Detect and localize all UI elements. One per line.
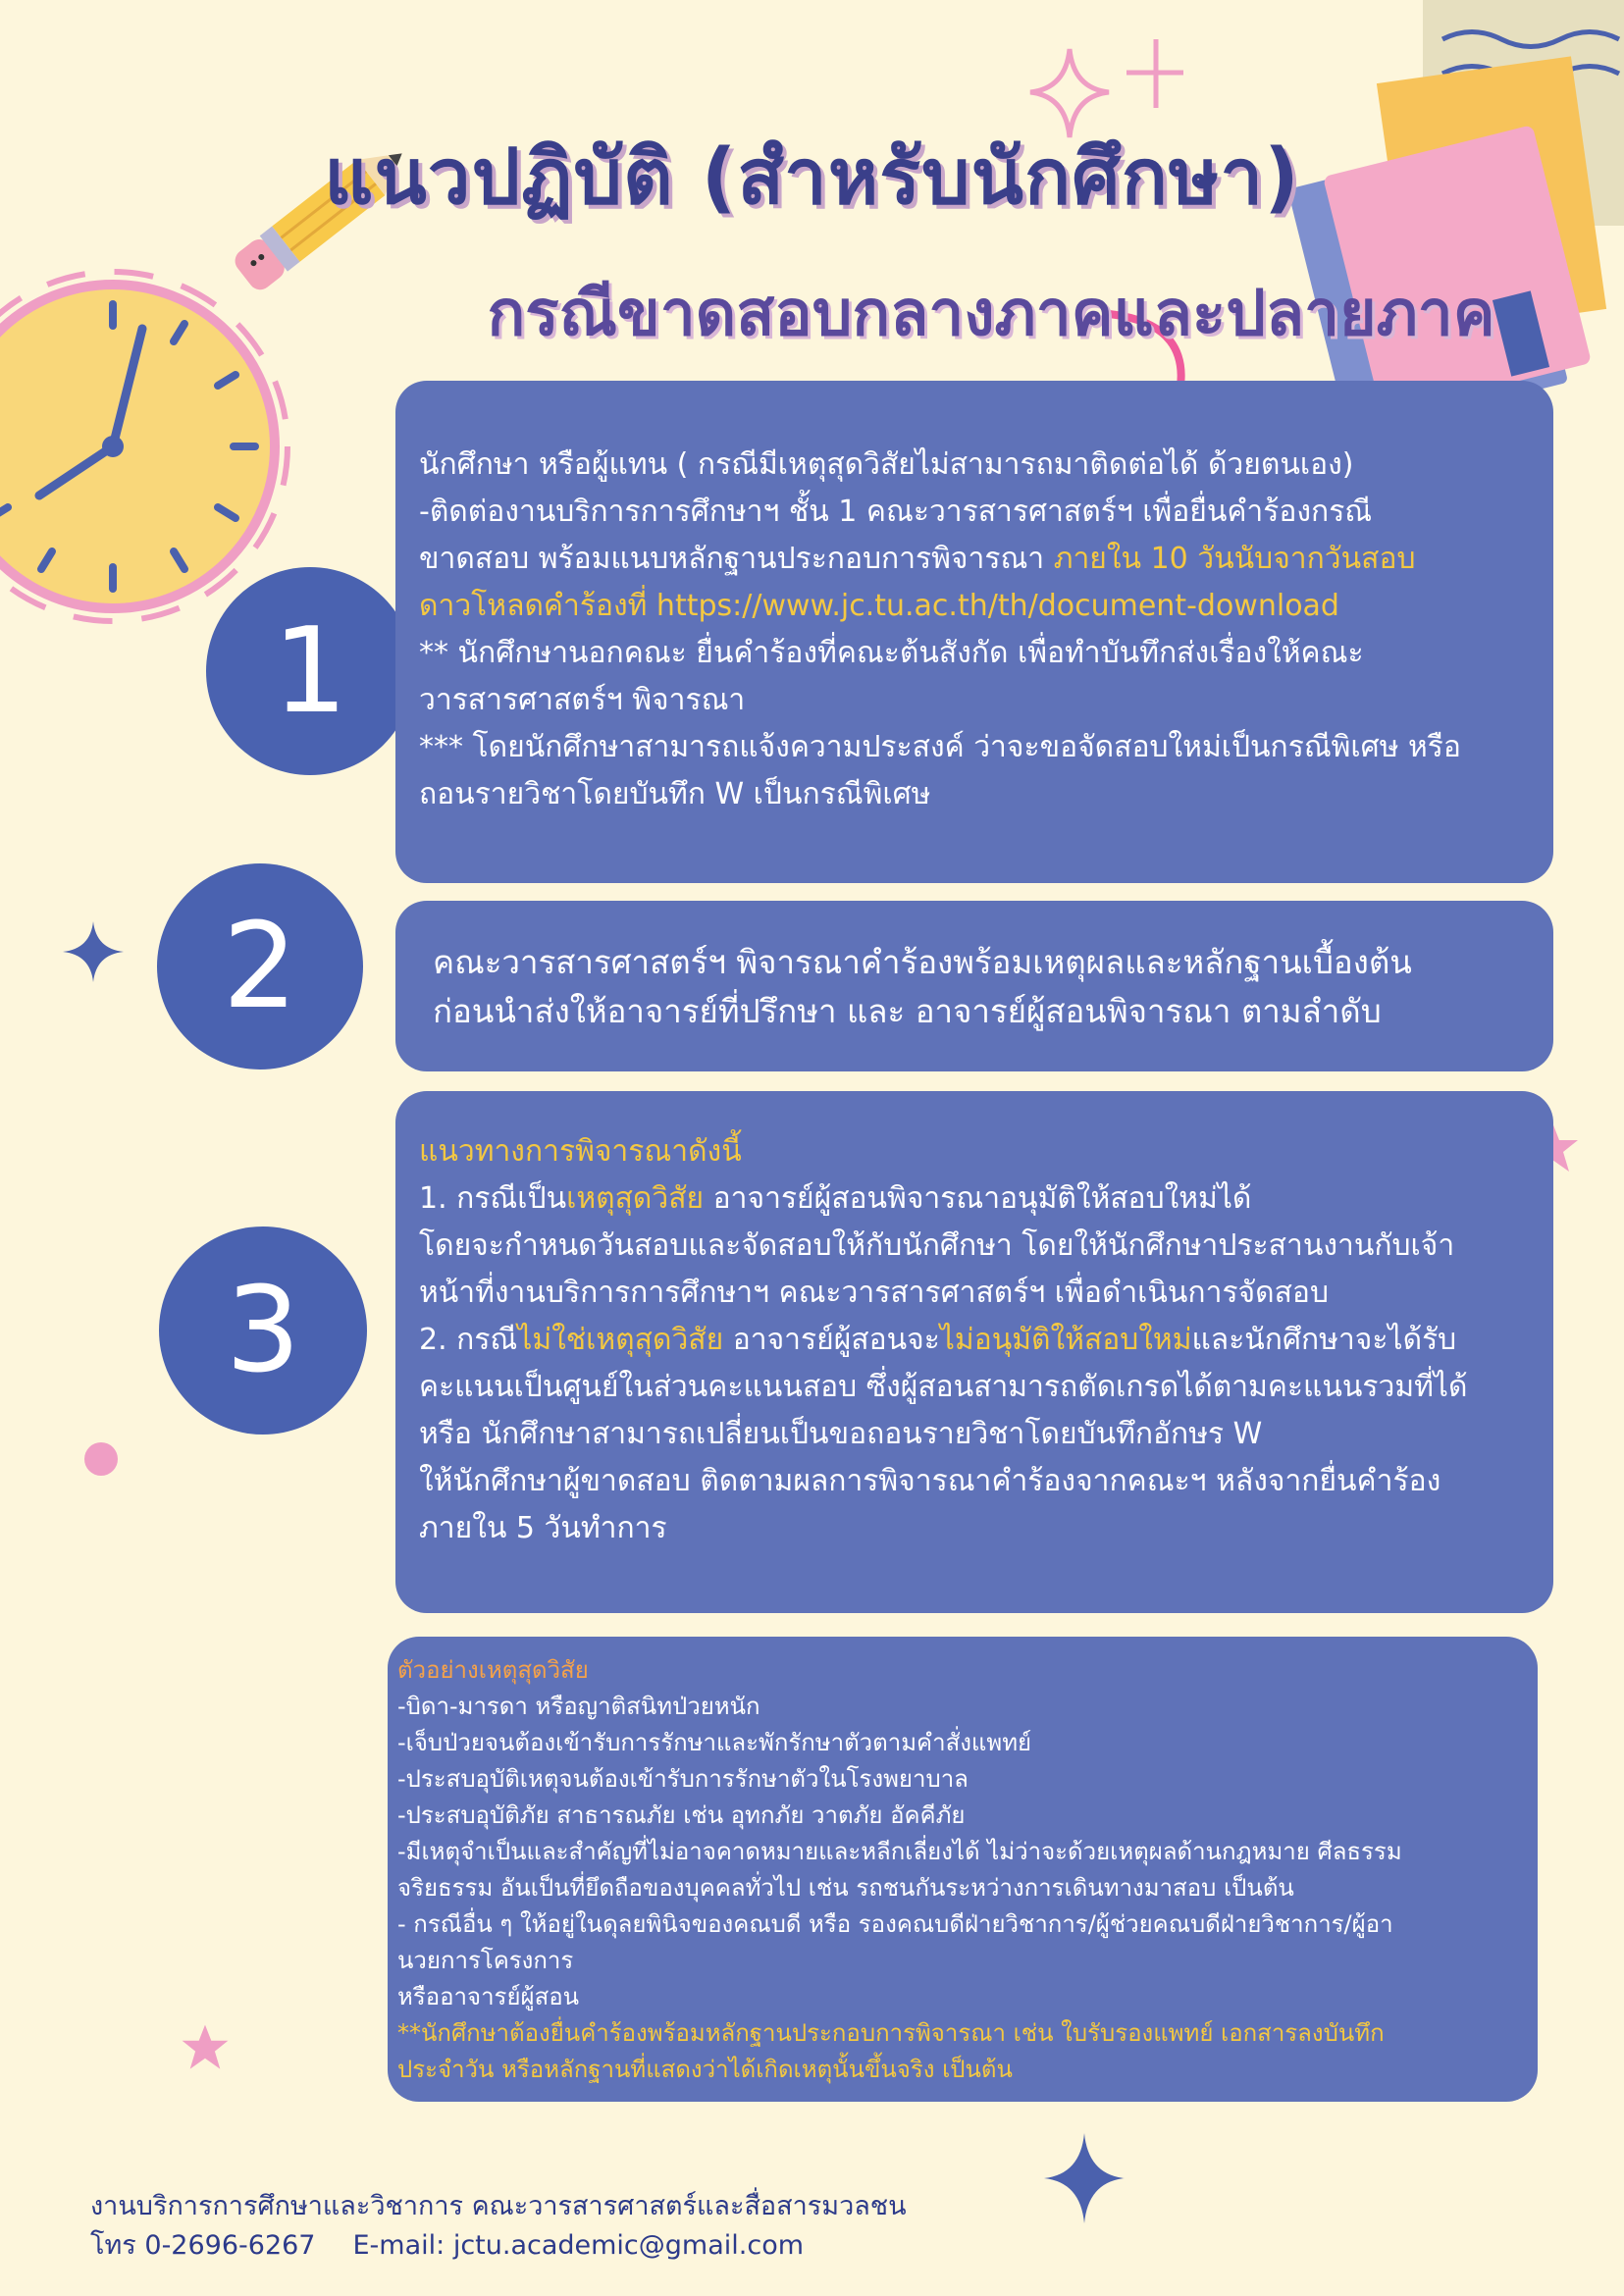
footer-email[interactable]: E-mail: jctu.academic@gmail.com (352, 2230, 805, 2261)
card-line (419, 1317, 1532, 1364)
list-item: นวยการโครงการ (397, 1947, 574, 1974)
step-1-card (395, 381, 1553, 883)
highlight-text: เหตุสุดวิสัย (566, 1181, 705, 1216)
list-item: -เจ็บป่วยจนต้องเข้ารับการรักษาและพักรักษาตัวตามคำสั่งแพทย์ (397, 1729, 1032, 1756)
sparkle-icon (1040, 2129, 1128, 2227)
step-3-card (395, 1091, 1553, 1613)
deadline-highlight: ภายใน 10 วันนับจากวันสอบ (1053, 542, 1416, 576)
list-item: -ประสบอุบัติเหตุจนต้องเข้ารับการรักษาตัวในโรงพยาบาล (397, 1765, 969, 1793)
card-text: 2. กรณี (419, 1323, 518, 1357)
footer-contact (90, 2223, 804, 2266)
card-line: โดยจะกำหนดวันสอบและจัดสอบให้กับนักศึกษา โดยให้นักศึกษาประสานงานกับเจ้า (419, 1228, 1455, 1263)
card-text: 1. กรณีเป็น (419, 1181, 567, 1216)
list-item: -มีเหตุจำเป็นและสำคัญที่ไม่อาจคาดหมายและหลีกเลี่ยงได้ ไม่ว่าจะด้วยเหตุผลด้านกฎหมาย ศีลธรรม (397, 1838, 1402, 1865)
card-line: นักศึกษา หรือผู้แทน ( กรณีมีเหตุสุดวิสัยไม่สามารถมาติดต่อได้ ด้วยตนเอง) (419, 447, 1354, 482)
card-line: ก่อนนำส่งให้อาจารย์ที่ปรึกษา และ อาจารย์ผู้สอนพิจารณา ตามลำดับ (433, 992, 1382, 1030)
step-2-card (395, 901, 1553, 1071)
card-line (419, 536, 1532, 583)
card-text: อาจารย์ผู้สอนพิจารณาอนุมัติให้สอบใหม่ได้ (704, 1181, 1252, 1216)
card-heading: ตัวอย่างเหตุสุดวิสัย (397, 1656, 589, 1684)
footer-phone: โทร 0-2696-6267 (90, 2230, 316, 2261)
note-line: ประจำวัน หรือหลักฐานที่แสดงว่าได้เกิดเหตุนั้นขึ้นจริง เป็นต้น (397, 2056, 1013, 2083)
list-item: - กรณีอื่น ๆ ให้อยู่ในดุลยพินิจของคณบดี หรือ รองคณบดีฝ่ายวิชาการ/ผู้ช่วยคณบดีฝ่ายวิชาการ/ผู้อา (397, 1910, 1393, 1938)
card-line: ให้นักศึกษาผู้ขาดสอบ ติดตามผลการพิจารณาคำร้องจากคณะฯ หลังจากยื่นคำร้อง (419, 1464, 1441, 1498)
download-link[interactable]: ดาวโหลดคำร้องที่ https://www.jc.tu.ac.th/th/document-download (419, 589, 1339, 623)
card-line: คณะวารสารศาสตร์ฯ พิจารณาคำร้องพร้อมเหตุผลและหลักฐานเบื้องต้น (433, 943, 1412, 981)
list-item: จริยธรรม อันเป็นที่ยึดถือของบุคคลทั่วไป เช่น รถชนกันระหว่างการเดินทางมาสอบ เป็นต้น (397, 1874, 1294, 1902)
note-line: **นักศึกษาต้องยื่นคำร้องพร้อมหลักฐานประกอบการพิจารณา เช่น ใบรับรองแพทย์ เอกสารลงบันทึก (397, 2019, 1385, 2047)
card-line: ** นักศึกษานอกคณะ ยื่นคำร้องที่คณะต้นสังกัด เพื่อทำบันทึกส่งเรื่องให้คณะ (419, 636, 1364, 670)
highlight-text: ไม่อนุมัติให้สอบใหม่ (939, 1323, 1192, 1357)
card-line: -ติดต่องานบริการการศึกษาฯ ชั้น 1 คณะวารสารศาสตร์ฯ เพื่อยื่นคำร้องกรณี (419, 495, 1373, 529)
card-text: และนักศึกษาจะได้รับ (1191, 1323, 1457, 1357)
card-line: *** โดยนักศึกษาสามารถแจ้งความประสงค์ ว่าจะขอจัดสอบใหม่เป็นกรณีพิเศษ หรือ (419, 730, 1461, 764)
step-number-2: 2 (157, 863, 363, 1070)
dot-decoration (82, 1440, 120, 1478)
card-text: ขาดสอบ พร้อมแนบหลักฐานประกอบการพิจารณา (419, 542, 1054, 576)
card-line: ภายใน 5 วันทำการ (419, 1511, 667, 1545)
card-text: อาจารย์ผู้สอนจะ (723, 1323, 940, 1357)
step-number-1: 1 (206, 567, 414, 775)
examples-card (388, 1637, 1538, 2102)
card-line: หน้าที่งานบริการการศึกษาฯ คณะวารสารศาสตร์ฯ เพื่อดำเนินการจัดสอบ (419, 1276, 1329, 1310)
sparkle-icon (59, 917, 128, 986)
footer-office: งานบริการการศึกษาและวิชาการ คณะวารสารศาสตร์และสื่อสารมวลชน (90, 2191, 907, 2221)
card-line: หรือ นักศึกษาสามารถเปลี่ยนเป็นขอถอนรายวิชาโดยบันทึกอักษร W (419, 1417, 1263, 1451)
list-item: -ประสบอุบัติภัย สาธารณภัย เช่น อุทกภัย วาตภัย อัคคีภัย (397, 1801, 966, 1829)
star-icon (179, 2021, 232, 2074)
step-number-3: 3 (159, 1226, 367, 1435)
card-line: วารสารศาสตร์ฯ พิจารณา (419, 683, 746, 717)
card-heading: แนวทางการพิจารณาดังนี้ (419, 1134, 742, 1169)
card-line (419, 1175, 1532, 1223)
card-line: คะแนนเป็นศูนย์ในส่วนคะแนนสอบ ซึ่งผู้สอนสามารถตัดเกรดได้ตามคะแนนรวมที่ได้ (419, 1370, 1468, 1404)
card-line: ถอนรายวิชาโดยบันทึก W เป็นกรณีพิเศษ (419, 777, 931, 811)
list-item: -บิดา-มารดา หรือญาติสนิทป่วยหนัก (397, 1693, 760, 1720)
page-title: แนวปฏิบัติ (สำหรับนักศึกษา) (324, 133, 1300, 222)
page-subtitle: กรณีขาดสอบกลางภาคและปลายภาค (487, 278, 1495, 350)
highlight-text: ไม่ใช่เหตุสุดวิสัย (517, 1323, 724, 1357)
list-item: หรืออาจารย์ผู้สอน (397, 1983, 580, 2010)
